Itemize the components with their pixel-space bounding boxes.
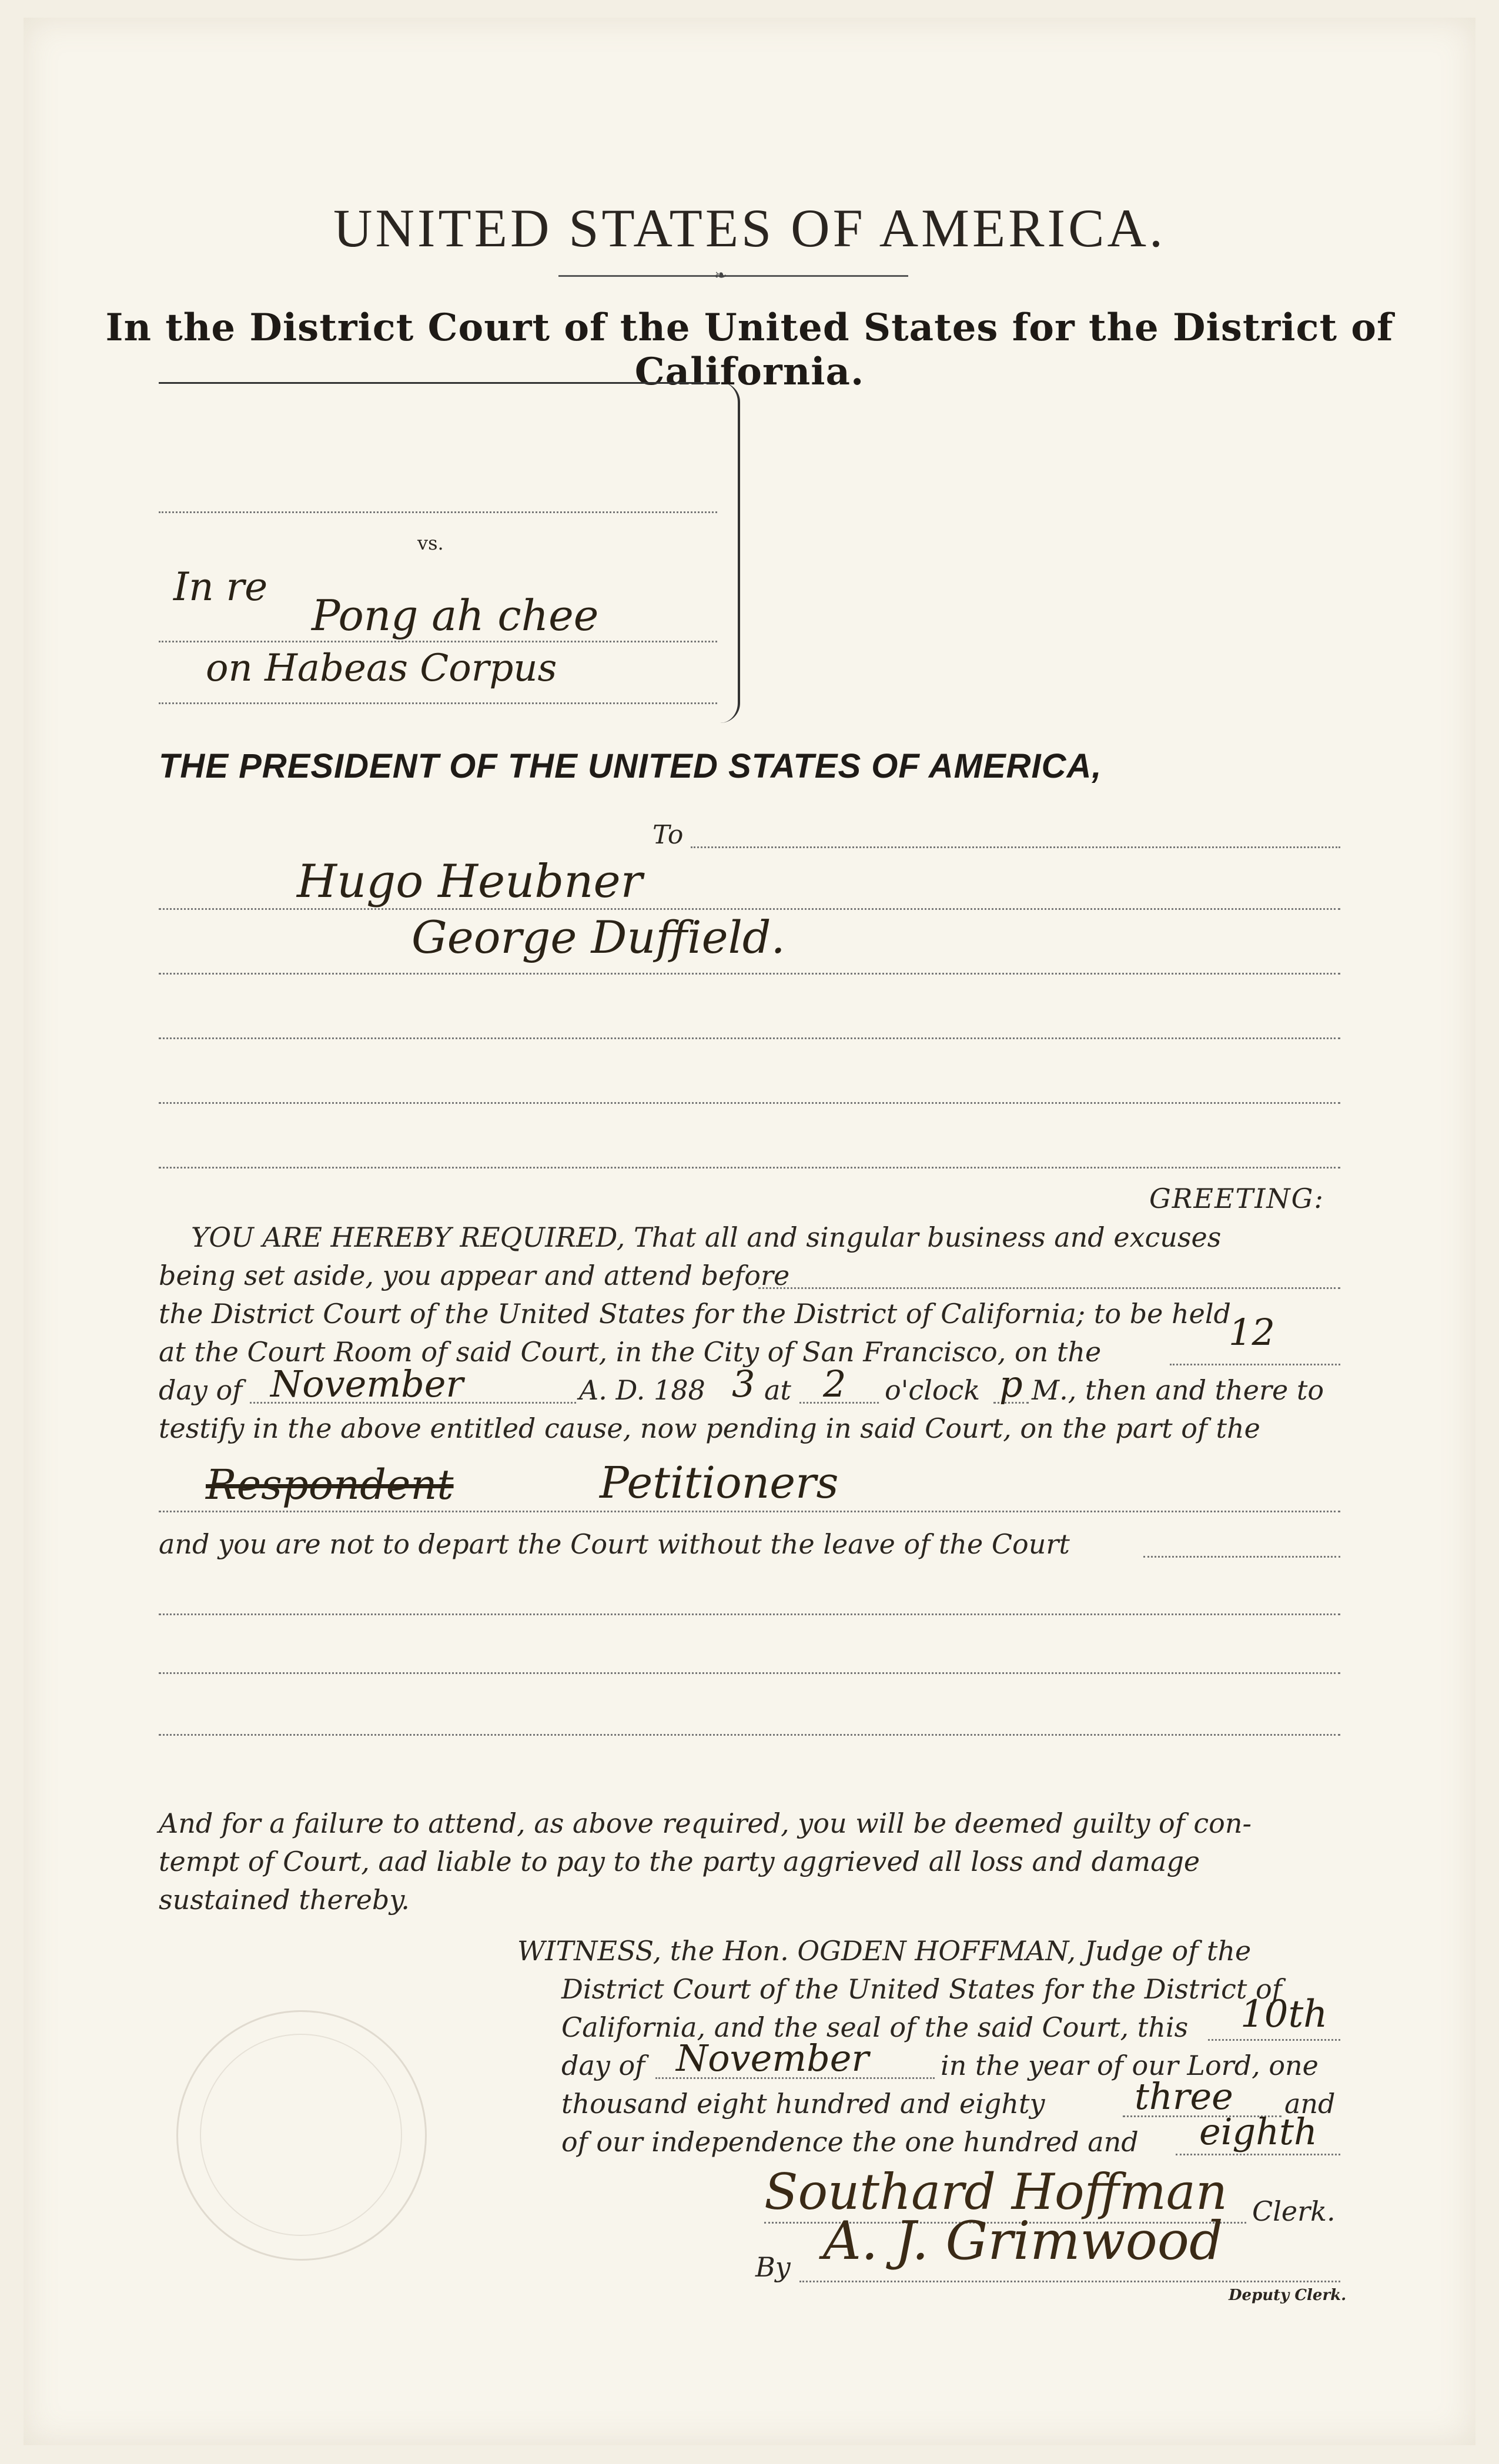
caption-line [159,641,717,642]
witness-name-2: George Duffield. [411,911,785,963]
body-line: tempt of Court, aad liable to pay to the party aggrieved all loss and damage [159,1846,1200,1877]
witness-independence-word: eighth [1199,2110,1317,2153]
fill-line [159,1613,1340,1615]
to-label: To [653,820,684,850]
appearance-day: 12 [1229,1311,1275,1354]
signature-line [799,2281,1340,2282]
case-nature: on Habeas Corpus [206,647,557,690]
addressee-line [159,973,1340,975]
title-rule [558,275,908,277]
versus-label: vs. [417,532,444,554]
greeting: GREETING: [1149,1183,1324,1214]
body-line: being set aside, you appear and attend before [159,1260,790,1291]
body-line: M., then and there to [1032,1374,1324,1406]
addressee-line [691,846,1340,848]
addressee-line [159,908,1340,910]
fill-line [159,1511,1340,1512]
deputy-clerk-label: Deputy Clerk. [1229,2286,1347,2304]
president-heading: THE PRESIDENT OF THE UNITED STATES OF AMERICA, [159,747,1102,785]
appearance-year-digit: 3 [732,1362,755,1405]
fill-line [1143,1556,1340,1558]
addressee-line [159,1167,1340,1169]
body-line: day of [159,1374,243,1406]
addressee-line [159,1037,1340,1039]
witness-line: California, and the seal of the said Court, this [561,2011,1189,2043]
body-line: the District Court of the United States for the District of California; to be held [159,1298,1231,1330]
deputy-signature: A. J. Grimwood [823,2210,1223,2272]
appearance-hour: 2 [823,1362,846,1405]
witness-line: District Court of the United States for the District of [561,1973,1282,2005]
clerk-label: Clerk. [1252,2195,1336,2227]
fill-line [159,1672,1340,1674]
caption-line [159,702,717,704]
witness-name-1: Hugo Heubner [297,855,643,908]
body-line: at the Court Room of said Court, in the City of San Francisco, on the [159,1336,1102,1368]
caption-bracket [720,382,740,723]
struck-party: Respondent [206,1461,454,1509]
fill-line [758,1287,1340,1289]
case-party-name: Pong ah chee [312,591,599,640]
appearance-ampm: p [999,1362,1023,1405]
clerk-signature: Southard Hoffman [764,2163,1227,2221]
witness-line: day of [561,2050,645,2081]
witness-day: 10th [1240,1993,1328,2036]
witness-line: thousand eight hundred and eighty [561,2088,1045,2120]
appearance-month: November [270,1362,464,1405]
body-line: YOU ARE HEREBY REQUIRED, That all and singular business and excuses [191,1221,1222,1253]
fill-line [1176,2154,1340,2155]
witness-line: of our independence the one hundred and [561,2126,1139,2158]
body-line: and you are not to depart the Court without the leave of the Court [159,1528,1070,1560]
court-heading: In the District Court of the United States for the District of California. [105,306,1394,394]
case-in-re: In re [173,564,268,610]
witness-line: and [1284,2088,1336,2120]
body-line: A. D. 188 [579,1374,705,1406]
caption-top-rule [159,382,720,387]
body-line: testify in the above entitled cause, now pending in said Court, on the part of the [159,1412,1260,1444]
fill-line [1170,1364,1340,1365]
fill-line [1208,2039,1340,2041]
body-line: o'clock [885,1374,981,1406]
party: Petitioners [600,1458,839,1508]
caption-line [159,511,717,513]
by-label: By [755,2251,791,2283]
title-ornament: ❧ [714,267,727,284]
witness-year-word: three [1135,2075,1233,2118]
body-line: sustained thereby. [159,1884,410,1916]
witness-line: WITNESS, the Hon. OGDEN HOFFMAN, Judge of the [517,1935,1252,1967]
body-line: And for a failure to attend, as above required, you will be deemed guilty of con- [159,1807,1252,1839]
document-title: UNITED STATES OF AMERICA. [333,198,1166,258]
witness-line: in the year of our Lord, one [941,2050,1319,2081]
body-line: at [764,1374,791,1406]
witness-month: November [676,2037,869,2080]
court-seal-inner [200,2034,402,2236]
addressee-line [159,1102,1340,1104]
fill-line [159,1734,1340,1736]
